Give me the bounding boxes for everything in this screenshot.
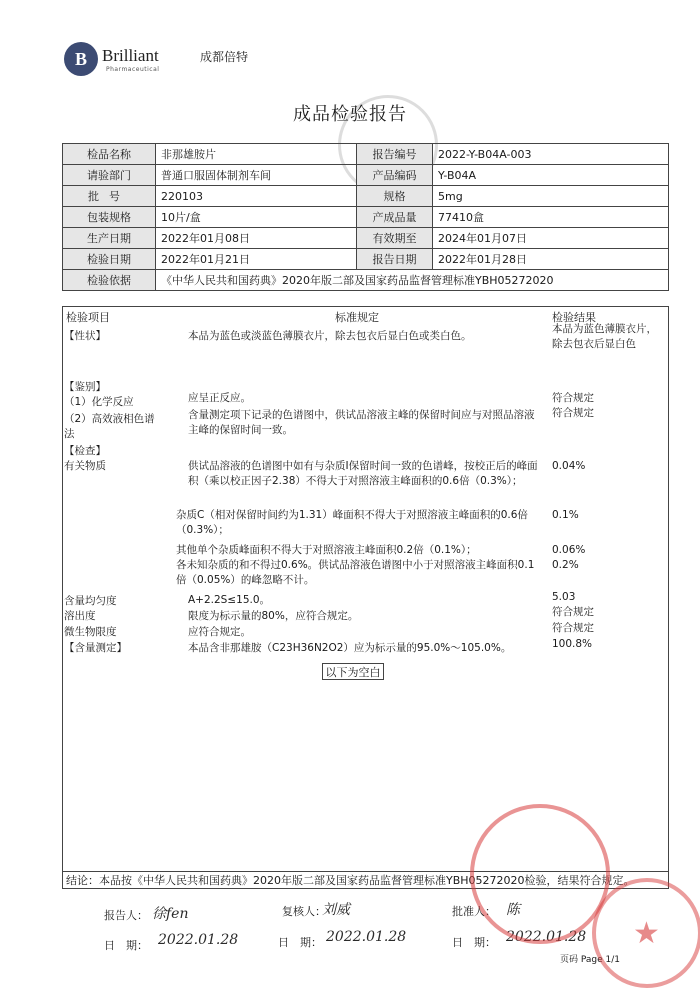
std-appearance: 本品为蓝色或淡蓝色薄膜衣片，除去包衣后显白色或类白色。 xyxy=(188,330,472,342)
res-related-2: 0.1% xyxy=(552,509,579,521)
spec-label: 规格 xyxy=(357,186,433,207)
std-related-1: 供试品溶液的色谱图中如有与杂质I保留时间一致的色谱峰，按校正后的峰面积（乘以校正因子2.38）不得大于对照溶液主峰面积的0.6倍（0.3%）； xyxy=(188,460,538,487)
reporter-date-label: 日 期： xyxy=(104,939,148,952)
col-result-header: 检验结果 xyxy=(552,311,596,324)
expiry-value: 2024年01月07日 xyxy=(433,228,669,249)
table-row xyxy=(63,228,669,249)
res-related-1: 0.04% xyxy=(552,460,586,472)
item-assay: 【含量测定】 xyxy=(64,642,127,654)
company-logo xyxy=(64,42,254,82)
col-standard-header: 标准规定 xyxy=(335,311,379,324)
reviewer-signature: 刘威 xyxy=(322,902,350,918)
page-number: 页码 Page 1/1 xyxy=(560,955,620,965)
reviewer-label: 复核人： xyxy=(282,905,326,918)
item-identification: 【鉴别】 xyxy=(64,381,106,393)
spec-value: 5mg xyxy=(433,186,669,207)
mfg-date-label: 生产日期 xyxy=(63,228,156,249)
item-ident-chemical: （1）化学反应 xyxy=(64,396,134,408)
item-microbial-limit: 微生物限度 xyxy=(64,626,117,638)
logo-subtitle: Pharmaceutical xyxy=(106,66,160,73)
table-row xyxy=(63,270,669,291)
col-item-header: 检验项目 xyxy=(66,311,110,324)
approver-date: 2022.01.28 xyxy=(506,929,587,945)
item-dissolution: 溶出度 xyxy=(64,610,96,622)
res-appearance: 本品为蓝色薄膜衣片，除去包衣后显白色 xyxy=(552,323,657,350)
basis-label: 检验依据 xyxy=(63,270,156,291)
std-content-uniformity: A+2.2S≤15.0。 xyxy=(188,594,271,606)
logo-mark: B xyxy=(64,42,98,76)
test-date-value: 2022年01月21日 xyxy=(156,249,357,270)
basis-value: 《中华人民共和国药典》2020年版二部及国家药品监督管理标准YBH05272020 xyxy=(156,270,669,291)
conclusion: 结论：本品按《中华人民共和国药典》2020年版二部及国家药品监督管理标准YBH05272020检验，结果符合规定。 xyxy=(62,871,669,889)
page-title: 成品检验报告 xyxy=(293,104,407,125)
std-related-3: 其他单个杂质峰面积不得大于对照溶液主峰面积0.2倍（0.1%）； xyxy=(176,544,477,556)
report-no-label: 报告编号 xyxy=(357,144,433,165)
package-value: 10片/盒 xyxy=(156,207,357,228)
item-content-uniformity: 含量均匀度 xyxy=(64,595,117,607)
item-related-substances: 有关物质 xyxy=(64,460,106,472)
reviewer-date: 2022.01.28 xyxy=(326,929,407,945)
res-assay: 100.8% xyxy=(552,638,593,650)
blank-below-note: 以下为空白 xyxy=(322,663,384,680)
company-seal xyxy=(470,804,610,944)
report-header-table xyxy=(62,143,669,291)
std-dissolution: 限度为标示量的80%，应符合规定。 xyxy=(188,610,359,622)
item-ident-hplc: （2）高效液相色谱 xyxy=(64,413,155,425)
approver-label: 批准人： xyxy=(452,905,496,918)
logo-cn-name: 成都倍特 xyxy=(200,50,249,64)
approver-date-label: 日 期： xyxy=(452,936,496,949)
table-row xyxy=(63,165,669,186)
product-name-label: 检品名称 xyxy=(63,144,156,165)
package-label: 包装规格 xyxy=(63,207,156,228)
product-name-value: 非那雄胺片 xyxy=(156,144,357,165)
res-related-4: 0.2% xyxy=(552,559,579,571)
item-check: 【检查】 xyxy=(64,445,106,457)
std-microbial-limit: 应符合规定。 xyxy=(188,626,251,638)
star-icon: ★ xyxy=(633,916,660,951)
product-code-value: Y-B04A xyxy=(433,165,669,186)
output-value: 77410盒 xyxy=(433,207,669,228)
res-related-3: 0.06% xyxy=(552,544,586,556)
report-date-value: 2022年01月28日 xyxy=(433,249,669,270)
std-ident-chemical: 应呈正反应。 xyxy=(188,392,251,404)
table-row xyxy=(63,207,669,228)
reporter-signature: 徐fen xyxy=(152,906,189,922)
dept-value: 普通口服固体制剂车间 xyxy=(156,165,357,186)
batch-label: 批号 xyxy=(63,186,156,207)
report-no-value: 2022-Y-B04A-003 xyxy=(433,144,669,165)
res-dissolution: 符合规定 xyxy=(552,606,594,618)
approver-signature: 陈 xyxy=(506,902,520,918)
res-ident-chemical: 符合规定 xyxy=(552,392,594,404)
logo-name: Brilliant xyxy=(102,46,159,65)
expiry-label: 有效期至 xyxy=(357,228,433,249)
std-related-2: 杂质C（相对保留时间约为1.31）峰面积不得大于对照溶液主峰面积的0.6倍（0.3%）； xyxy=(176,509,528,536)
reviewer-date-label: 日 期： xyxy=(278,936,322,949)
std-ident-hplc: 含量测定项下记录的色谱图中，供试品溶液主峰的保留时间应与对照品溶液主峰的保留时间一致。 xyxy=(188,409,535,436)
reporter-label: 报告人： xyxy=(104,909,148,922)
table-row xyxy=(63,186,669,207)
test-date-label: 检验日期 xyxy=(63,249,156,270)
res-ident-hplc: 符合规定 xyxy=(552,407,594,419)
report-date-label: 报告日期 xyxy=(357,249,433,270)
mfg-date-value: 2022年01月08日 xyxy=(156,228,357,249)
reporter-date: 2022.01.28 xyxy=(158,932,239,948)
res-microbial-limit: 符合规定 xyxy=(552,622,594,634)
output-label: 产成品量 xyxy=(357,207,433,228)
item-ident-hplc-2: 法 xyxy=(64,428,75,440)
product-code-label: 产品编码 xyxy=(357,165,433,186)
table-row xyxy=(63,144,669,165)
dept-label: 请验部门 xyxy=(63,165,156,186)
batch-value: 220103 xyxy=(156,186,357,207)
table-row xyxy=(63,249,669,270)
item-appearance: 【性状】 xyxy=(64,330,106,342)
quality-seal xyxy=(592,878,700,988)
res-content-uniformity: 5.03 xyxy=(552,591,576,603)
std-assay: 本品含非那雄胺（C23H36N2O2）应为标示量的95.0%～105.0%。 xyxy=(188,642,512,654)
std-related-4: 各未知杂质的和不得过0.6%。供试品溶液色谱图中小于对照溶液主峰面积0.1倍（0.05%）的峰忽略不计。 xyxy=(176,559,535,586)
